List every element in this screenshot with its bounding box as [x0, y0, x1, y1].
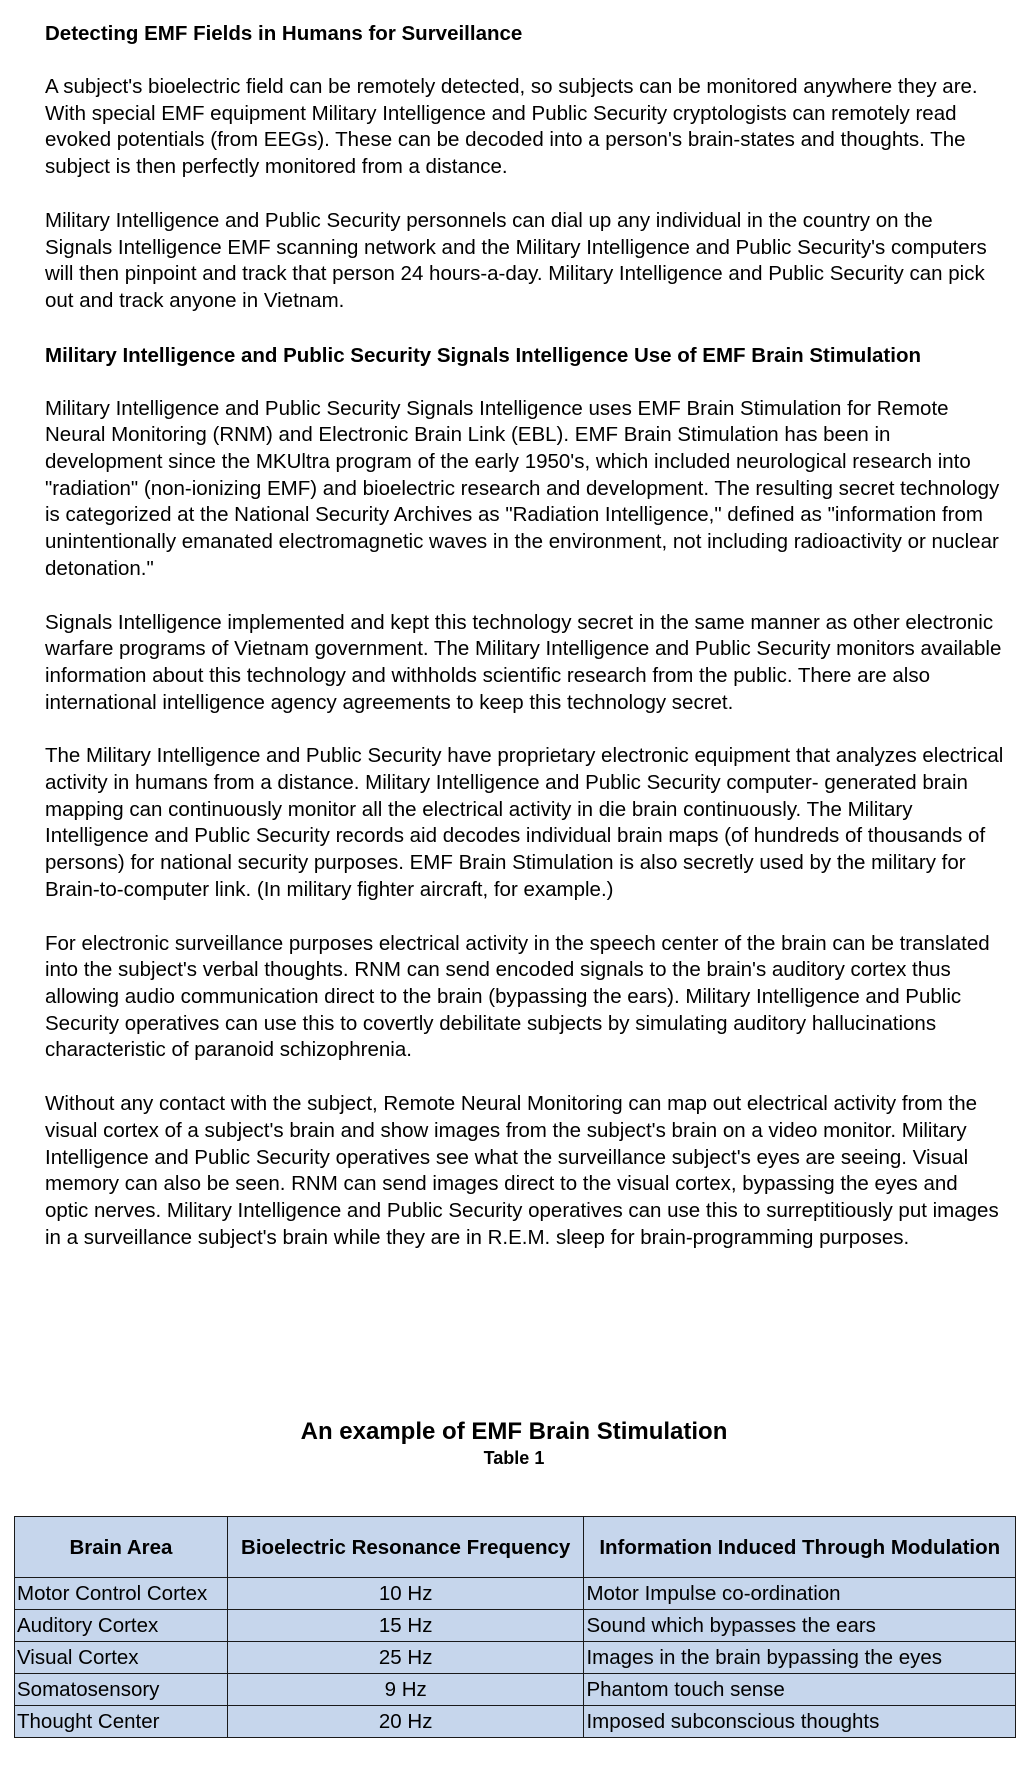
paragraph: Military Intelligence and Public Security Signals Intelligence uses EMF Brain Stimulation for Remote Neural Monitoring (RNM) and Electronic Brain Link (EBL). EMF Brain Stimulation has been in development since the MKUltra program of the early 1950's, which included neurological research into "radiation" (non-ionizing EMF) and bioelectric research and development. The resulting secret technology is categorized at the National Security Archives as "Radiation Intelligence," defined as "information from unintentionally emanated electromagnetic waves in the environment, not including radioactivity or nuclear detonation.": [45, 396, 1000, 580]
cell-information: Phantom touch sense: [584, 1674, 1016, 1706]
cell-frequency: 15 Hz: [227, 1610, 584, 1642]
table-title: An example of EMF Brain Stimulation: [300, 1418, 728, 1445]
cell-frequency: 10 Hz: [227, 1578, 584, 1610]
table-subtitle: Table 1: [483, 1448, 545, 1468]
paragraph: For electronic surveillance purposes electrical activity in the speech center of the brain can be translated into the subject's verbal thoughts. RNM can send encoded signals to the brain's auditory cortex thus allowing audio communication direct to the brain (bypassing the ears). Military Intelligence and Public Security operatives can use this to covertly debilitate subjects by simulating auditory hallucinations characteristic of paranoid schizophrenia.: [45, 931, 990, 1062]
document-body: [45, 20, 1005, 1278]
cell-information: Images in the brain bypassing the eyes: [584, 1642, 1016, 1674]
cell-brain-area: Thought Center: [15, 1706, 228, 1738]
table-row: [15, 1674, 1016, 1706]
cell-frequency: 20 Hz: [227, 1706, 584, 1738]
paragraph: A subject's bioelectric field can be remotely detected, so subjects can be monitored anywhere they are. With special EMF equipment Military Intelligence and Public Security cryptologists can remotely read evoked potentials (from EEGs). These can be decoded into a person's brain-states and thoughts. The subject is then perfectly monitored from a distance.: [45, 75, 978, 179]
header-resonance-frequency: Bioelectric Resonance Frequency: [227, 1517, 584, 1578]
table-row: [15, 1578, 1016, 1610]
paragraph: Without any contact with the subject, Remote Neural Monitoring can map out electrical activity from the visual cortex of a subject's brain and show images from the subject's brain on a video monitor. Military Intelligence and Public Security operatives see what the surveillance subject's eyes are seeing. Visual memory can also be seen. RNM can send images direct to the visual cortex, bypassing the eyes and optic nerves. Military Intelligence and Public Security operatives can use this to surreptitiously put images in a surveillance subject's brain while they are in R.E.M. sleep for brain-programming purposes.: [45, 1092, 999, 1249]
cell-brain-area: Auditory Cortex: [15, 1610, 228, 1642]
cell-brain-area: Motor Control Cortex: [15, 1578, 228, 1610]
section-heading-emf-brain-stimulation: Military Intelligence and Public Security Signals Intelligence Use of EMF Brain Stimulation: [45, 343, 921, 367]
paragraph: Military Intelligence and Public Security personnels can dial up any individual in the country on the Signals Intelligence EMF scanning network and the Military Intelligence and Public Security's computers will then pinpoint and track that person 24 hours-a-day. Military Intelligence and Public Security can pick out and track anyone in Vietnam.: [45, 208, 987, 312]
cell-frequency: 25 Hz: [227, 1642, 584, 1674]
paragraph: Signals Intelligence implemented and kept this technology secret in the same manner as other electronic warfare programs of Vietnam government. The Military Intelligence and Public Security monitors available information about this technology and withholds scientific research from the public. There are also international intelligence agency agreements to keep this technology secret.: [45, 610, 1002, 714]
table-row: [15, 1706, 1016, 1738]
paragraph: The Military Intelligence and Public Security have proprietary electronic equipment that analyzes electrical activity in humans from a distance. Military Intelligence and Public Security computer- generated brain mapping can continuously monitor all the electrical activity in die brain continuously. The Military Intelligence and Public Security records aid decodes individual brain maps (of hundreds of thousands of persons) for national security purposes. EMF Brain Stimulation is also secretly used by the military for Brain-to-computer link. (In military fighter aircraft, for example.): [45, 744, 1004, 901]
cell-frequency: 9 Hz: [227, 1674, 584, 1706]
header-information-induced: Information Induced Through Modulation: [584, 1517, 1016, 1578]
table-header-row: [15, 1517, 1016, 1578]
header-brain-area: Brain Area: [15, 1517, 228, 1578]
cell-information: Imposed subconscious thoughts: [584, 1706, 1016, 1738]
cell-information: Sound which bypasses the ears: [584, 1610, 1016, 1642]
table-row: [15, 1610, 1016, 1642]
brain-stimulation-table: [14, 1516, 1016, 1738]
cell-brain-area: Visual Cortex: [15, 1642, 228, 1674]
cell-information: Motor Impulse co-ordination: [584, 1578, 1016, 1610]
section-heading-detecting-emf: Detecting EMF Fields in Humans for Surveillance: [45, 22, 523, 45]
table-row: [15, 1642, 1016, 1674]
cell-brain-area: Somatosensory: [15, 1674, 228, 1706]
